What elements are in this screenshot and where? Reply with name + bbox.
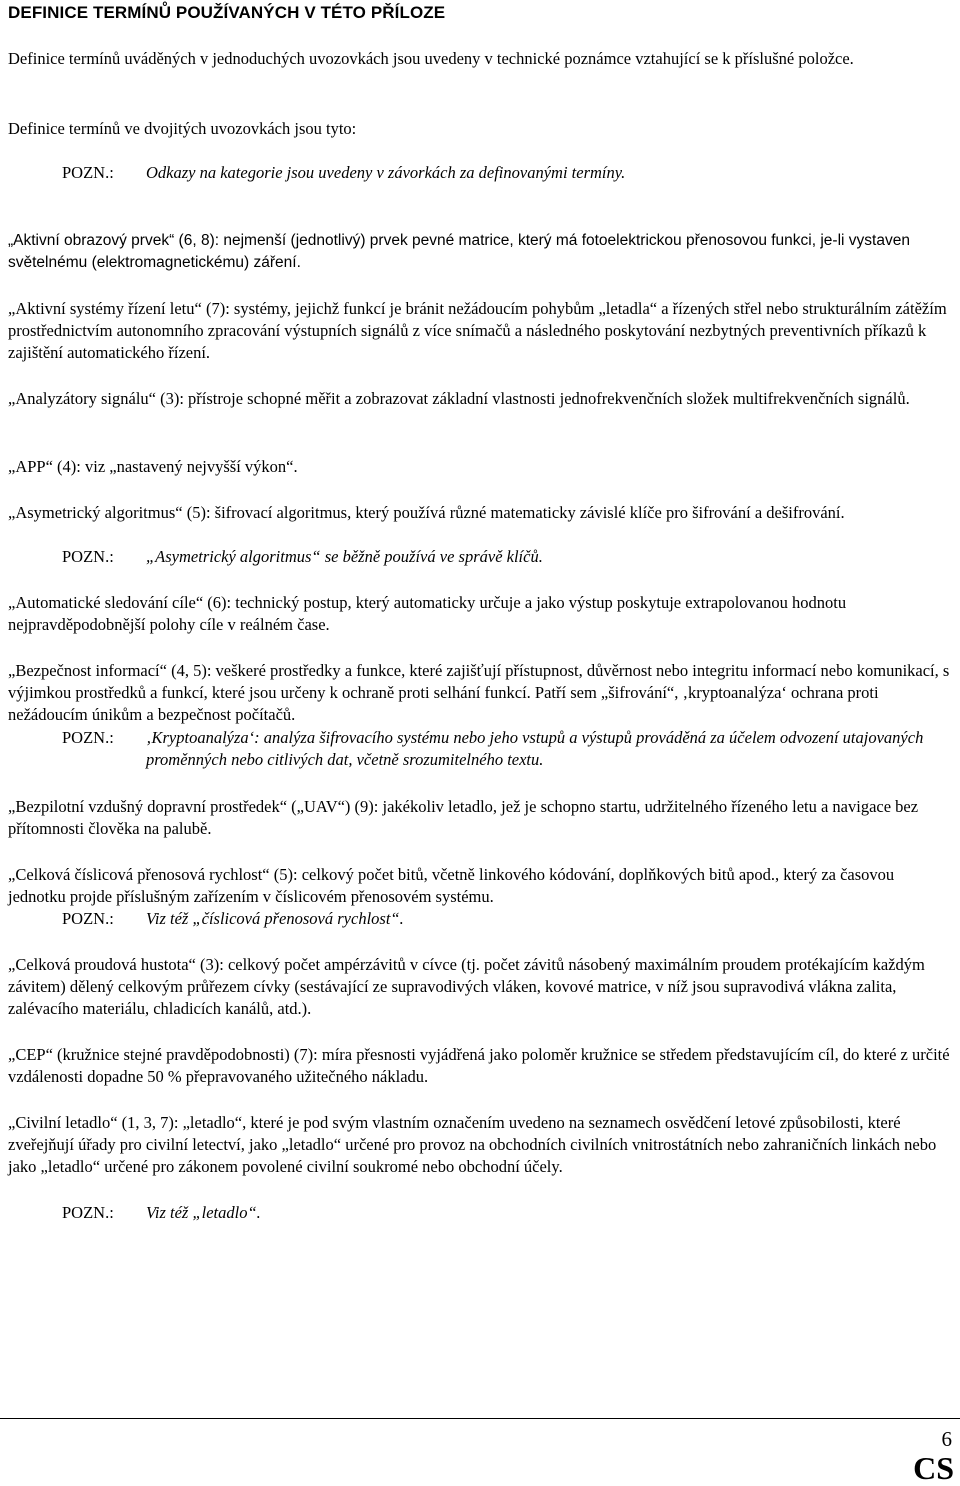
note-label: POZN.: (62, 909, 114, 928)
intro-paragraph: Definice termínů uváděných v jednoduchých uvozovkách jsou uvedeny v technické poznámce vztahující se k příslušné položce. (8, 49, 854, 68)
note-text: Viz též „letadlo“. (146, 1203, 261, 1222)
note-label: POZN.: (62, 547, 114, 566)
definition-aktivni-systemy-rizeni-letu: „Aktivní systémy řízení letu“ (7): systémy, jejichž funkcí je bránit nežádoucím pohybům „letadla“ a řízených střel nebo strukturálním zátěžím prostřednictvím autonomního zpracování výstupních signálů z více snímačů a následného poskytování nezbytných preventivních příkazů k zajištění automatického řízení. (8, 299, 947, 362)
page-number: 6 (941, 1427, 952, 1451)
note-label: POZN.: (62, 1203, 114, 1222)
definition-cep: „CEP“ (kružnice stejné pravděpodobnosti) (7): míra přesnosti vyjádřená jako poloměr kružnice se středem představujícím cíl, do které z určité vzdálenosti dopadne 50 % přepravovaného užitečného nákladu. (8, 1045, 950, 1086)
intro-paragraph-quotes: Definice termínů ve dvojitých uvozovkách jsou tyto: (8, 119, 357, 138)
note-label: POZN.: (62, 163, 114, 182)
page-title: DEFINICE TERMÍNŮ POUŽÍVANÝCH V TÉTO PŘÍLOZE (8, 3, 446, 22)
footer-rule (0, 1418, 960, 1419)
note-text: „Asymetrický algoritmus“ se běžně používá ve správě klíčů. (146, 547, 543, 566)
note-text: ‚Kryptoanalýza‘: analýza šifrovacího systému nebo jeho vstupů a výstupů prováděná za účelem odvození utajovaných proměnných nebo citlivých dat, včetně srozumitelného textu. (146, 728, 924, 769)
language-code: CS (913, 1450, 954, 1486)
definition-asymetricky-algoritmus: „Asymetrický algoritmus“ (5): šifrovací algoritmus, který používá různé matematicky závislé klíče pro šifrování a dešifrování. (8, 503, 845, 522)
definition-automaticke-sledovani-cile: „Automatické sledování cíle“ (6): technický postup, který automaticky určuje a jako výstup poskytuje extrapolovanou hodnotu nejpravděpodobnější polohy cíle v reálném čase. (8, 593, 847, 634)
note-letadlo (62, 1202, 952, 1224)
definition-app: „APP“ (4): viz „nastavený nejvyšší výkon“. (8, 457, 298, 476)
intro-note (62, 162, 952, 184)
definition-celkova-cislicova-prenosova-rychlost: „Celková číslicová přenosová rychlost“ (5): celkový počet bitů, včetně linkového kódování, doplňkových bitů apod., který za časovou jednotku projde příslušným zařízením v číslicovém přenosovém systému. (8, 865, 895, 906)
note-asymetricky-algoritmus (62, 546, 952, 568)
definition-celkova-proudova-hustota: „Celková proudová hustota“ (3): celkový počet ampérzávitů v cívce (tj. počet závitů násobený maximálním proudem protékajícím každým závitem) dělený celkovým průřezem cívky (sestávající ze supravodivých vláken, kovové matrice, v níž jsou supravodivá vlákna zalita, zalévacího materiálu, chladicích kanálů, atd.). (8, 955, 925, 1018)
definition-civilni-letadlo: „Civilní letadlo“ (1, 3, 7): „letadlo“, které je pod svým vlastním označením uvedeno na seznamech osvědčení letové způsobilosti, které zveřejňují úřady pro civilní letectví, jako „letadlo“ určené pro provoz na obchodních civilních vnitrostátních nebo zahraničních linkách nebo jako „letadlo“ určené pro zákonem povolené civilní soukromé nebo obchodní účely. (8, 1113, 937, 1176)
definition-bezpecnost-informaci: „Bezpečnost informací“ (4, 5): veškeré prostředky a funkce, které zajišťují přístupnost, důvěrnost nebo integritu informací nebo komunikací, s výjimkou prostředků a funkcí, které jsou určeny k ochraně proti selhání funkcí. Patří sem „šifrování“, ‚kryptoanalýza‘ ochrana proti nežádoucím únikům a bezpečnost počítačů. (8, 661, 950, 724)
definition-bezpilotni-vzdusny-prostredek: „Bezpilotní vzdušný dopravní prostředek“ („UAV“) (9): jakékoliv letadlo, jež je schopno startu, udržitelného řízeného letu a navigace bez přítomnosti člověka na palubě. (8, 797, 919, 838)
note-text: Odkazy na kategorie jsou uvedeny v závorkách za definovanými termíny. (146, 163, 626, 182)
definition-aktivni-obrazovy-prvek: „Aktivní obrazový prvek“ (6, 8): nejmenší (jednotlivý) prvek pevné matrice, který má fotoelektrickou přenosovou funkci, je-li vystaven světelnému (elektromagnetickému) záření. (8, 232, 910, 271)
definition-analyzatory-signalu: „Analyzátory signálu“ (3): přístroje schopné měřit a zobrazovat základní vlastnosti jednofrekvenčních složek multifrekvenčních signálů. (8, 389, 910, 408)
note-text: Viz též „číslicová přenosová rychlost“. (146, 909, 404, 928)
note-label: POZN.: (62, 728, 114, 747)
note-kryptoanalyza (62, 727, 952, 771)
note-cislicova-prenosova-rychlost (62, 908, 952, 930)
